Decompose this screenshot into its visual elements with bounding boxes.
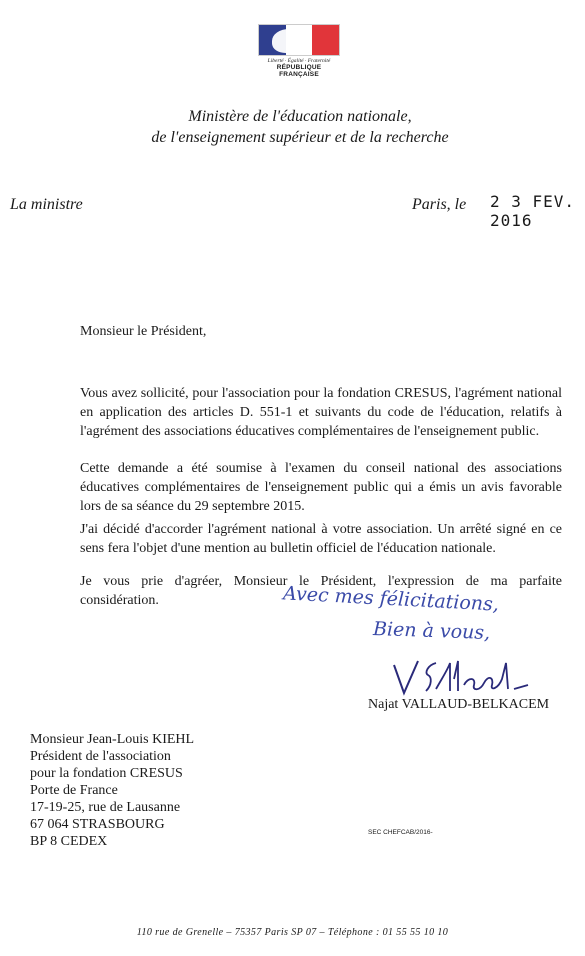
signature-icon — [388, 655, 548, 699]
republic-logo — [258, 24, 340, 78]
ministry-line-1: Ministère de l'éducation nationale, — [188, 108, 412, 125]
paragraph-4: Je vous prie d'agréer, Monsieur le Président, l'expression de ma parfaite considération. — [80, 574, 562, 608]
address-line: Président de l'association — [30, 749, 171, 764]
ministry-line-2: de l'enseignement supérieur et de la recherche — [151, 129, 449, 146]
address-line: 67 064 STRASBOURG — [30, 817, 165, 832]
republic-name: RÉPUBLIQUE FRANÇAISE — [276, 64, 322, 78]
marianne-flag-icon — [258, 24, 340, 56]
place-label: Paris, le — [412, 196, 467, 213]
address-line: pour la fondation CRESUS — [30, 766, 183, 781]
reference-code: SEC CHEFCAB/2016- — [368, 829, 433, 836]
salutation: Monsieur le Président, — [80, 324, 207, 339]
paragraph-3: J'ai décidé d'accorder l'agrément national à votre association. Un arrêté signé en ce sens fera l'objet d'une mention au bulletin officiel de l'éducation nationale. — [80, 522, 562, 556]
footer-address: 110 rue de Grenelle – 75357 Paris SP 07 – Téléphone : 01 55 55 10 10 — [136, 927, 449, 938]
address-line: Monsieur Jean-Louis KIEHL — [30, 732, 195, 747]
paragraph-1: Vous avez sollicité, pour l'association pour la fondation CRESUS, l'agrément national en application des articles D. 551-1 et suivants du code de l'éducation, relatifs à l'agrément des associations éducatives complémentaires de l'enseignement public. — [80, 386, 562, 439]
address-line: 17-19-25, rue de Lausanne — [30, 800, 181, 815]
sender-title: La ministre — [10, 196, 83, 213]
handwritten-note-2: Bien à vous, — [372, 617, 491, 645]
paragraph-2: Cette demande a été soumise à l'examen du conseil national des associations éducatives complémentaires de l'enseignement public qui a émis un avis favorable lors de sa séance du 29 septembre 2015. — [80, 461, 562, 514]
ministry-name — [120, 106, 480, 148]
address-line: BP 8 CEDEX — [30, 834, 108, 849]
motto: Liberté · Égalité · Fraternité — [267, 58, 331, 64]
date-stamp: 2 3 FEV. 2016 — [490, 192, 576, 230]
handwritten-note-1: Avec mes félicitations, — [282, 582, 500, 616]
signer-name: Najat VALLAUD-BELKACEM — [368, 697, 550, 712]
recipient-address — [30, 731, 194, 850]
address-line: Porte de France — [30, 783, 118, 798]
